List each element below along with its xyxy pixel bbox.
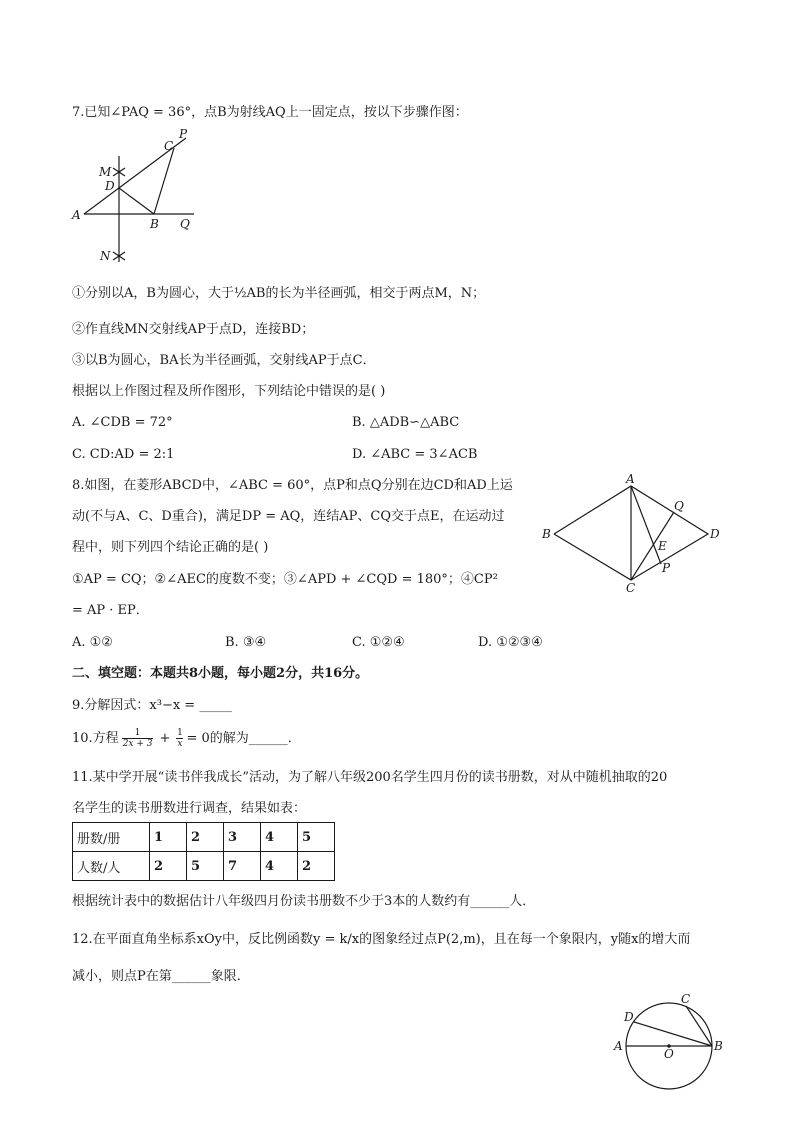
q8-option-c: C. ①②④ (352, 635, 405, 650)
table-cell: 4 (261, 823, 298, 852)
table-cell: 7 (224, 852, 261, 881)
table-cell: 2 (187, 823, 224, 852)
q7-option-d: D. ∠ABC = 3∠ACB (352, 447, 478, 462)
q11-line3: 根据统计表中的数据估计八年级四月份读书册数不少于3本的人数约有______人． (72, 894, 536, 909)
q7-label-n: N (100, 249, 111, 263)
q7-stem: 7.已知∠PAQ = 36°，点B为射线AQ上一固定点，按以下步骤作图： (72, 105, 468, 120)
q8-option-d: D. ①②③④ (478, 635, 543, 650)
q10-frac2 (176, 728, 183, 749)
table-cell: 3 (224, 823, 261, 852)
q8-line5: = AP · EP． (72, 603, 149, 618)
q7-label-m: M (99, 165, 112, 179)
q13-figure (610, 992, 730, 1116)
q7-label-c: C (164, 139, 174, 153)
q13-label-b: B (714, 1039, 723, 1053)
q13-label-o: O (664, 1047, 674, 1061)
q10-frac1-num: 1 (134, 728, 141, 738)
section-heading: 二、填空题：本题共8小题，每小题2分，共16分。 (72, 666, 369, 681)
table-cell: 2 (298, 852, 335, 881)
q7-ask: 根据以上作图过程及所作图形，下列结论中错误的是( ) (72, 384, 386, 399)
q8-line4: ①AP = CQ；②∠AEC的度数不变；③∠APD + ∠CQD = 180°；④CP² (72, 572, 498, 587)
q7-label-b: B (150, 217, 159, 231)
q10-plus: + (159, 730, 171, 746)
table-cell: 5 (187, 852, 224, 881)
q8-label-p: P (662, 561, 671, 575)
q9: 9.分解因式：x³−x = _____ (72, 698, 232, 713)
q8-label-q: Q (674, 499, 684, 513)
q10-prefix: 10.方程 (72, 730, 119, 746)
q7-step1: ①分别以A，B为圆心，大于½AB的长为半径画弧，相交于两点M，N； (72, 286, 486, 301)
q7-option-c: C. CD:AD = 2:1 (72, 447, 175, 462)
q11-table (72, 822, 335, 881)
q11-line2: 名学生的读书册数进行调查，结果如表： (72, 801, 307, 816)
q10-frac2-den: x (177, 739, 183, 749)
q10-frac2-num: 1 (177, 728, 183, 738)
table-cell: 2 (150, 852, 187, 881)
q8-line1: 8.如图，在菱形ABCD中，∠ABC = 60°，点P和点Q分别在边CD和AD上运 (72, 478, 513, 493)
q8-option-a: A. ①② (72, 635, 113, 650)
q8-label-d: D (710, 527, 720, 541)
table-cell: 1 (150, 823, 187, 852)
q8-label-e: E (658, 539, 667, 553)
q7-option-a: A. ∠CDB = 72° (72, 415, 173, 430)
q11-line1: 11.某中学开展“读书伴我成长”活动，为了解八年级200名学生四月份的读书册数，对从中随机抽取的20 (72, 770, 668, 785)
q10 (72, 728, 301, 749)
q7-label-a: A (72, 208, 81, 222)
q8-figure (538, 472, 728, 594)
table-cell: 4 (261, 852, 298, 881)
table-header-cell: 人数/人 (73, 852, 150, 881)
q7-option-b: B. △ADB∽△ABC (352, 415, 460, 430)
table-row (73, 852, 335, 881)
q12-line1: 12.在平面直角坐标系xOy中，反比例函数y = k/x的图象经过点P(2,m)，且在每一个象限内，y随x的增大而 (72, 932, 691, 947)
table-header-cell: 册数/册 (73, 823, 150, 852)
q8-label-a: A (626, 472, 635, 486)
q7-figure (66, 126, 206, 266)
q10-frac1-den: 2x + 3 (122, 739, 153, 749)
q13-label-a: A (614, 1039, 623, 1053)
q10-suffix: = 0的解为______． (186, 730, 301, 746)
q7-step3: ③以B为圆心，BA长为半径画弧，交射线AP于点C． (72, 353, 376, 368)
q7-label-q: Q (180, 217, 190, 231)
q8-label-c: C (626, 581, 636, 594)
q7-step2: ②作直线MN交射线AP于点D，连接BD； (72, 322, 315, 337)
q8-line2: 动(不与A、C、D重合)，满足DP = AQ，连结AP、CQ交于点E，在运动过 (72, 509, 505, 524)
q7-label-d: D (105, 179, 115, 193)
q10-frac1 (122, 728, 154, 749)
q12-line2: 减小，则点P在第______象限． (72, 969, 250, 984)
q8-line3: 程中，则下列四个结论正确的是( ) (72, 540, 269, 555)
q8-label-b: B (542, 527, 551, 541)
table-cell: 5 (298, 823, 335, 852)
table-row (73, 823, 335, 852)
q8-option-b: B. ③④ (225, 635, 267, 650)
q13-label-d: D (624, 1010, 634, 1024)
q13-label-c: C (681, 992, 691, 1006)
q7-label-p: P (179, 127, 188, 141)
